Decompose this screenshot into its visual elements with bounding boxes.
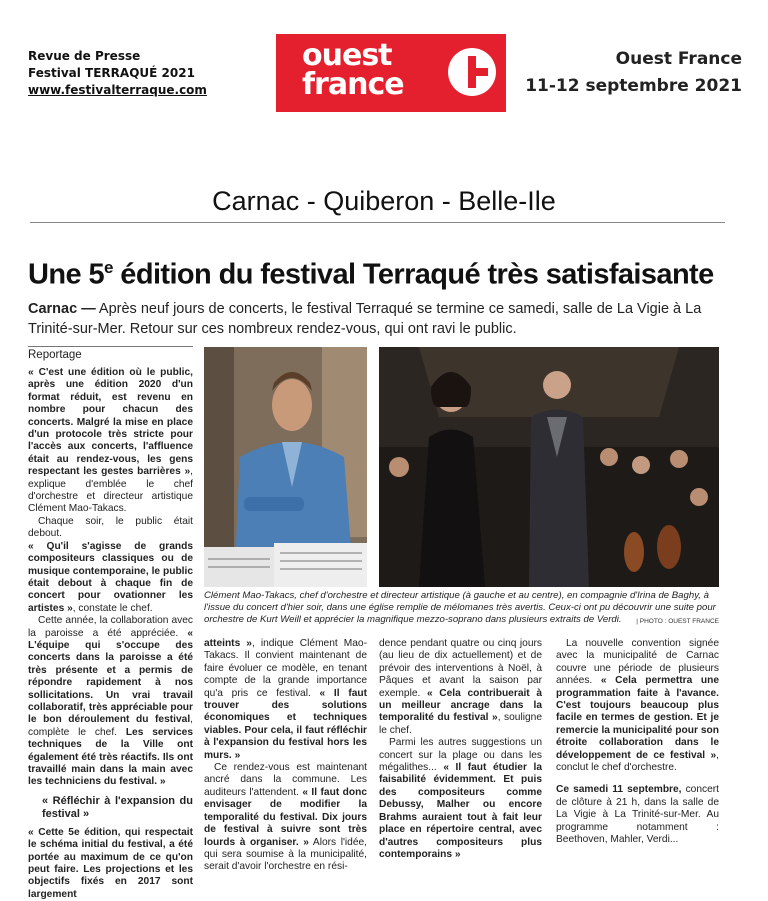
logo-emblem-icon xyxy=(448,48,496,96)
section-title: Carnac - Quiberon - Belle-Ile xyxy=(212,186,556,216)
caption-text: Clément Mao-Takacs, chef d'orchestre et directeur artistique (à gauche et au centre), en compagnie d'Irina de Baghy, à l'issue du concert d'hier soir, dans une église remplie de mélomanes très avertis. Ceux-ci ont pu découvrir une suite pour orchestre de Kurt Weill et apprécier la magnifique mezzo-soprano dans plusieurs extraits de Verdi. xyxy=(204,590,716,625)
rubric-divider xyxy=(28,346,193,347)
logo-text-france: france xyxy=(302,67,404,102)
press-review-header xyxy=(28,48,207,99)
article-column-4: La nouvelle convention signée avec la municipalité de Carnac couvre une période de plusieurs années. « Cela permettra une programmation faite à l'avance. C'est toujours beaucoup plus facile en termes de gestion. Et je remercie la municipalité pour son étroite collaboration dans le développement de ce festival », conclut le chef d'orchestre. Ce samedi 11 septembre, concert de clôture à 21 h, dans la salle de La Vigie à La Trinité-sur-Mer. Au programme notamment : Beethoven, Mahler, Verdi... xyxy=(556,638,719,846)
publication-info xyxy=(525,46,742,100)
conductor-portrait-photo xyxy=(204,347,367,587)
photo-caption xyxy=(204,590,719,628)
lead-text: Après neuf jours de concerts, le festival Terraqué se termine ce samedi, salle de La Vigie à La Trinité-sur-Mer. Retour sur ces nombreux rendez-vous, qui ont ravi le public. xyxy=(28,301,702,337)
rubric-label: Reportage xyxy=(28,349,82,361)
publication-date: 11-12 septembre 2021 xyxy=(525,76,742,96)
article-lead xyxy=(28,299,730,339)
section-divider xyxy=(30,222,725,223)
ouest-france-logo xyxy=(276,34,506,112)
festival-name: Festival TERRAQUÉ 2021 xyxy=(28,66,195,80)
article-column-1: « C'est une édition où le public, après une édition 2020 d'un format réduit, est revenu en nombre pour chacun des concerts. Malgré la mise en place d'un protocole très stricte pour l'accès aux concerts, l'affluence était au rendez-vous, les gens respectant les gestes barrières », explique d'emblée le chef d'orchestre et directeur artistique Clément Mao-Takacs. Chaque soir, le public était debout. « Qu'il s'agisse de grands compositeurs classiques ou de musique contemporaine, le public était debout à chaque fin de concert pour ovationner les artistes », constate le chef. Cette année, la collaboration avec la paroisse a été appréciée. « L'équipe qui s'occupe des concerts dans la paroisse a été très présente et a permis de répondre rapidement à nos sollicitations. Un vrai travail collaboratif, très appréciable pour le bon déroulement du festival, complète le chef. Les services techniques de la Ville ont également été très réactifs. Ils ont travaillé main dans la main avec les techniciens du festival. » « Réfléchir à l'expansion du festival » « Cette 5e édition, qui respectait le schéma initial du festival, a été portée au maximum de ce qu'on peut faire. Les projections et les objectifs fixés en 2017 sont largement xyxy=(28,367,193,900)
photo-credit: | PHOTO : OUEST FRANCE xyxy=(636,618,719,625)
lead-dateline: Carnac — xyxy=(28,301,96,317)
concert-ovation-photo xyxy=(379,347,719,587)
article-headline: Une 5e édition du festival Terraqué très satisfaisante xyxy=(28,258,714,291)
festival-website-link[interactable]: www.festivalterraque.com xyxy=(28,83,207,97)
press-review-label: Revue de Presse xyxy=(28,49,141,63)
article-column-3: dence pendant quatre ou cinq jours (au lieu de dix actuellement) et de prévoir des interventions à Noël, à Pâques et avant la saison par exemple. « Cela contribuerait à un meilleur ancrage dans la temporalité du festival », souligne le chef. Parmi les autres suggestions un concert sur la plage ou dans les mégalithes... « Il faut étudier la faisabilité évidemment. Et puis des compositeurs comme Debussy, Malher ou encore Brahms auraient tout à fait leur place en répertoire central, avec d'autres compositeurs plus contemporains » xyxy=(379,638,543,860)
article-column-2: atteints », indique Clément Mao-Takacs. Il convient maintenant de faire évoluer ce modèle, en tenant compte de la grande importance qu'a pris ce festival. « Il faut trouver des solutions économiques et techniques viables. Pour cela, il faut réfléchir à l'expansion du festival hors les murs. » Ce rendez-vous est maintenant ancré dans la commune. Les auditeurs l'attendent. « Il faut donc envisager de modifier la temporalité du festival. Dix jours de festival à suivre sont très lourds à organiser. » Alors l'idée, qui sera soumise à la municipalité, serait d'avoir l'orchestre en rési- xyxy=(204,638,367,873)
publication-name: Ouest France xyxy=(615,49,742,69)
article-subheading: « Réfléchir à l'expansion du festival » xyxy=(42,794,193,820)
logo-text-ouest: ouest xyxy=(302,38,392,73)
